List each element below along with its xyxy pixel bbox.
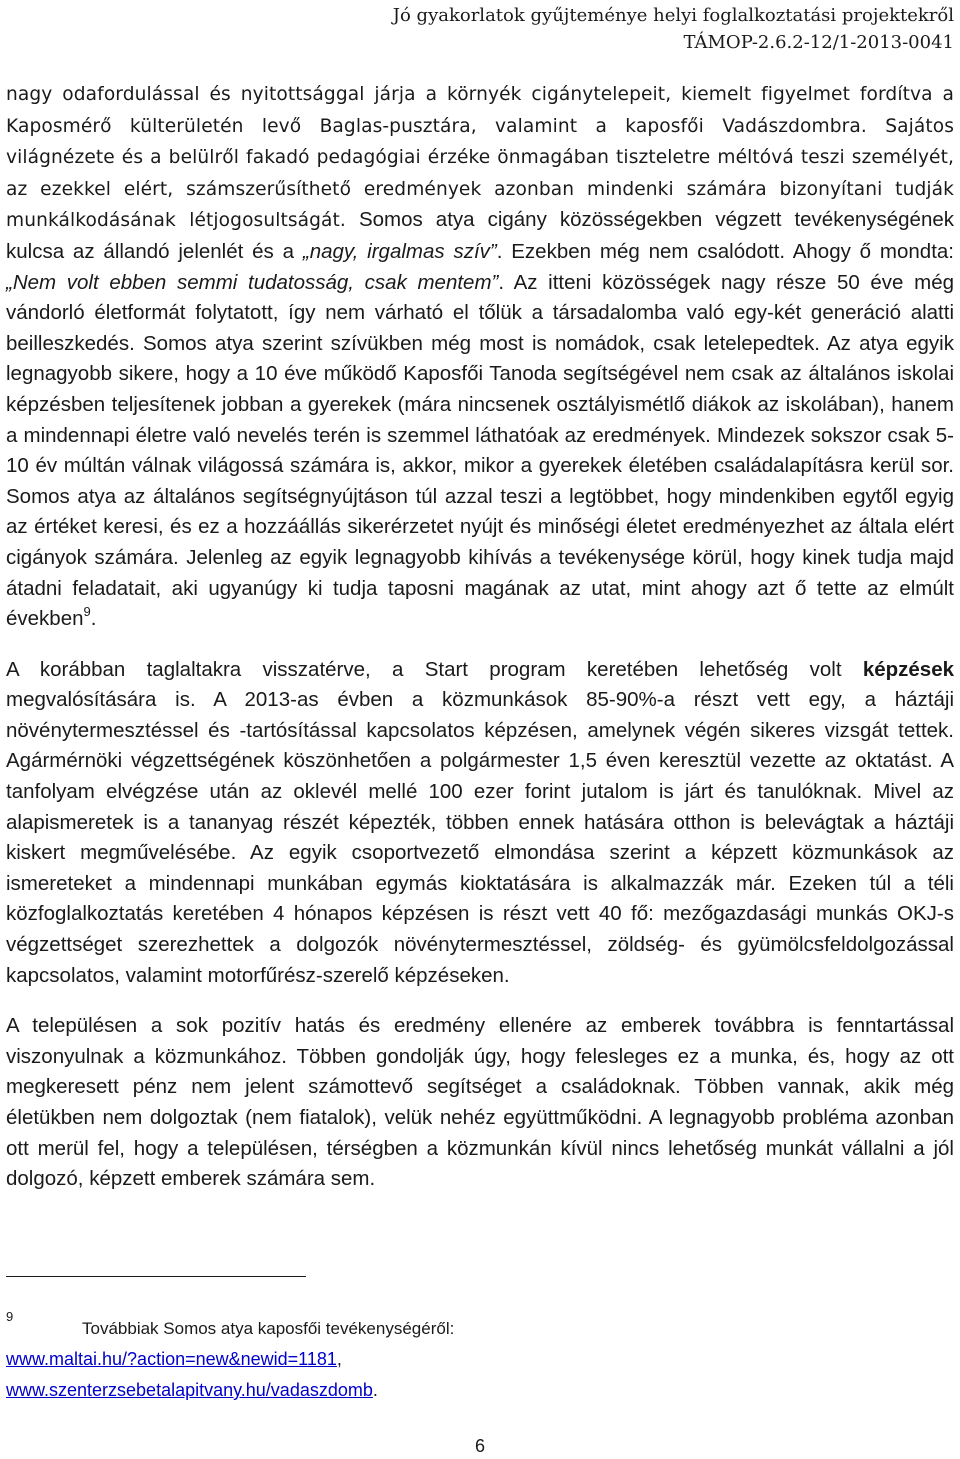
footnote-text: Továbbiak Somos atya kaposfői tevékenységéről:	[82, 1319, 455, 1338]
quote-nem-volt-tudatossag: „Nem volt ebben semmi tudatosság, csak mentem”	[6, 270, 499, 294]
footnote-links-2	[6, 1375, 954, 1406]
paragraph-kozmunka: A településen a sok pozitív hatás és eredmény ellenére az emberek továbbra is fenntartással viszonyulnak a közmunkához. Többen gondolják úgy, hogy felesleges ez a munka, és, hogy az ott megkeresett pénz nem jelent számottevő segítséget a családoknak. Többen vannak, akik még életükben nem dolgoztak (nem fiatalok), velük nehéz együttműködni. A legnagyobb probléma azonban ott merül fel, hogy a településen, térségben a közmunkán kívül nincs lehetőség munkát vállalni a jól dolgozó, képzett emberek számára sem.	[6, 1014, 954, 1191]
running-header	[393, 2, 954, 56]
footnote-links	[6, 1344, 954, 1375]
footnote	[6, 1309, 954, 1406]
paragraph-1-end: .	[90, 607, 97, 631]
footnote-number: 9	[6, 1309, 14, 1324]
paragraph-1-part-a: nagy odafordulással és nyitottsággal járja a környék cigánytelepeit, kiemelt figyelmet fordítva a Kaposmérő külterületén levő Baglas-pusztára, valamint a kaposfői Vadászdombra. Sajátos világnézete és a belülről fakadó pedagógiai érzéke önmagában tiszteletre méltóvá teszi személyét, az ezekkel elért, számszerűsíthető eredmények azonban mindenki számára bizonyítani tudják munkálkodásának létjogosultságát.	[6, 84, 954, 232]
footnote-separator-comma: ,	[336, 1349, 342, 1369]
paragraph-1-part-d: . Az itteni közösségek nagy része 50 éve még vándorló életformát folytatott, így nem várható el tőlük a társadalomba való egy-két generáció alatti beilleszkedés. Somos atya szerint szívükben még most is nomádok, csak letelepedtek. Az atya egyik legnagyobb sikere, hogy a 10 éve működő Kaposfői Tanoda segítségével nem csak az általános iskolai képzésben teljesítenek jobban a gyerekek (mára nincsenek osztályismétlő diákok az iskolában), hanem a mindennapi életre való nevelés terén is szemmel láthatóak az eredmények. Mindezek sokszor csak 5-10 év múltán válnak világossá számára is, akkor, mikor a gyerekek életében családalapításra kerül sor. Somos atya az általános segítségnyújtáson túl azzal teszi a legtöbbet, hogy mindenkiben egytől egyig az értéket keresi, és ez a hozzáállás sikerérzetet nyújt és minőségi életet eredményezhet az általa elért cigányok számára. Jelenleg az egyik legnagyobb kihívás a tevékenysége körül, hogy kinek tudja majd átadni feladatait, aki ugyanúgy ki tudja taposni magának az utat, mint ahogy azt ő tette az elmúlt években	[6, 270, 954, 631]
header-project-code: TÁMOP-2.6.2-12/1-2013-0041	[683, 32, 954, 53]
body-text	[6, 79, 954, 1195]
paragraph-somos-atya	[6, 79, 954, 635]
paragraph-1-part-b: Somos atya cigány közösségekben végzett tevékenységének kulcsa az állandó jelenlét és a	[6, 208, 954, 263]
szenterzsebet-link[interactable]: www.szenterzsebetalapitvany.hu/vadaszdomb	[6, 1380, 373, 1400]
header-title: Jó gyakorlatok gyűjteménye helyi foglalkoztatási projektekről	[392, 5, 954, 26]
page-number: 6	[474, 1436, 485, 1456]
maltai-link[interactable]: www.maltai.hu/?action=new&newid=1181	[6, 1349, 337, 1369]
paragraph-1-part-c: . Ezekben még nem csalódott. Ahogy ő mondta:	[496, 239, 954, 263]
footnote-separator	[6, 1276, 306, 1277]
paragraph-2-part-b: megvalósítására is. A 2013-as évben a közmunkások 85-90%-a részt vett egy, a háztáji növénytermesztéssel és -tartósítással kapcsolatos képzésen, amelynek végén sikeres vizsgát tettek. Agármérnöki végzettségének köszönhetően a polgármester 1,5 éven keresztül vezette az oktatást. A tanfolyam elvégzése után az oklevél mellé 100 ezer forint jutalom is járt és tanulóknak. Mivel az alapismeretek is a tananyag részét képezték, többen ennek hatására otthon is belevágtak a háztáji kiskert megművelésébe. Az egyik csoportvezető elmondása szerint a képzett közmunkások az ismereteket a mindennapi munkában egymás kioktatására is alkalmazzák már. Ezeken túl a téli közfoglalkoztatás keretében 4 hónapos képzésen is részt vett 40 fő: mezőgazdasági munkás OKJ-s végzettséget szerezhettek a dolgozók növénytermesztéssel, zöldség- és gyümölcsfeldolgozással kapcsolatos, valamint motorfűrész-szerelő képzéseken.	[6, 688, 954, 987]
paragraph-2-part-a: A korábban taglaltakra visszatérve, a Start program keretében lehetőség volt	[6, 657, 863, 681]
footnote-reference[interactable]: 9	[83, 604, 91, 620]
paragraph-kepzesek	[6, 655, 954, 992]
footnote-separator-period: .	[372, 1380, 378, 1400]
keyword-kepzesek: képzések	[862, 657, 954, 681]
quote-irgalmas-sziv: „nagy, irgalmas szív”	[302, 239, 497, 263]
